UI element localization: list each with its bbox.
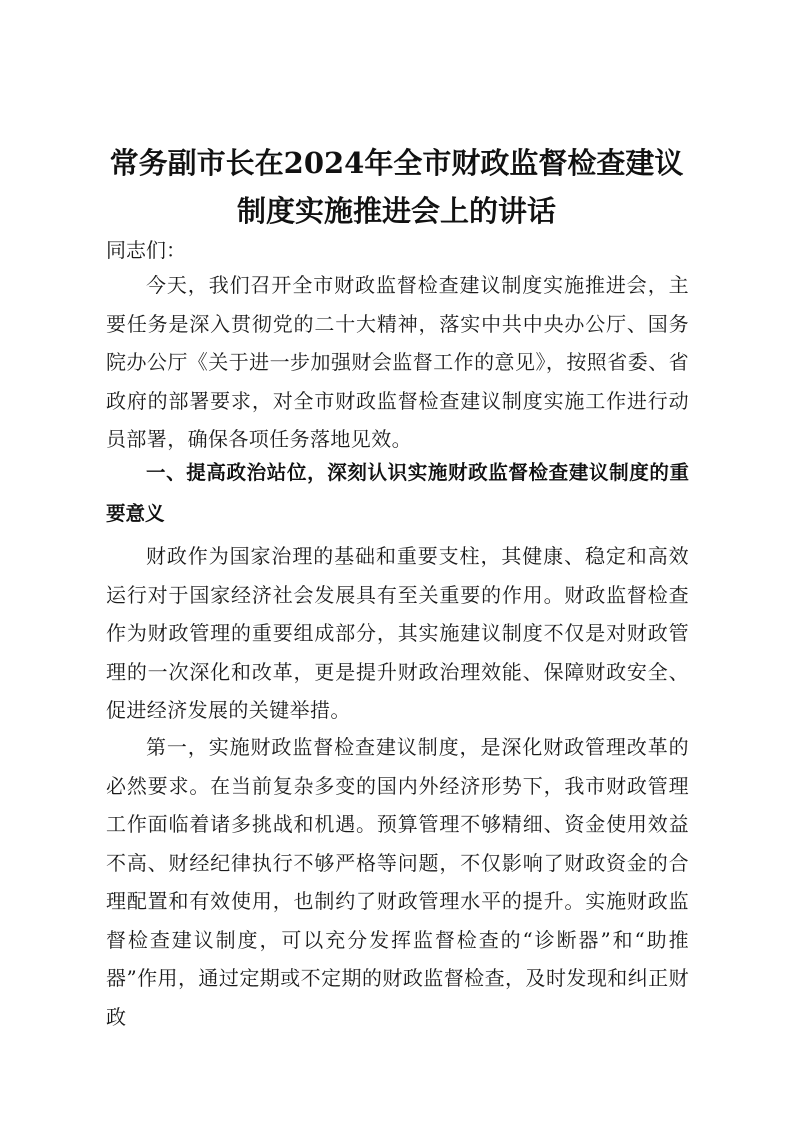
title-line-1: 常务副市长在2024年全市财政监督检查建议 (109, 146, 684, 180)
section-1-body-paragraph: 财政作为国家治理的基础和重要支柱，其健康、稳定和高效运行对于国家经济社会发展具有至关重要的作用。财政监督检查作为财政管理的重要组成部分，其实施建议制度不仅是对财政管理的一次深化和改革，更是提升财政治理效能、保障财政安全、促进经济发展的关键举措。 (106, 544, 689, 722)
intro-paragraph: 今天，我们召开全市财政监督检查建议制度实施推进会，主要任务是深入贯彻党的二十大精神，落实中共中央办公厅、国务院办公厅《关于进一步加强财会监督工作的意见》，按照省委、省政府的部署要求，对全市财政监督检查建议制度实施工作进行动员部署，确保各项任务落地见效。 (106, 273, 689, 451)
title-line-2: 制度实施推进会上的讲话 (236, 194, 556, 228)
section-heading-1: 一、提高政治站位，深刻认识实施财政监督检查建议制度的重要意义 (106, 461, 689, 525)
point-1-paragraph: 第一，实施财政监督检查建议制度，是深化财政管理改革的必然要求。在当前复杂多变的国内外经济形势下，我市财政管理工作面临着诸多挑战和机遇。预算管理不够精细、资金使用效益不高、财经纪律执行不够严格等问题，不仅影响了财政资金的合理配置和有效使用，也制约了财政管理水平的提升。实施财政监督检查建议制度，可以充分发挥监督检查的“诊断器”和“助推器”作用，通过定期或不定期的财政监督检查，及时发现和纠正财政 (106, 735, 689, 1029)
salutation: 同志们： (106, 238, 186, 262)
document-title (100, 139, 693, 235)
